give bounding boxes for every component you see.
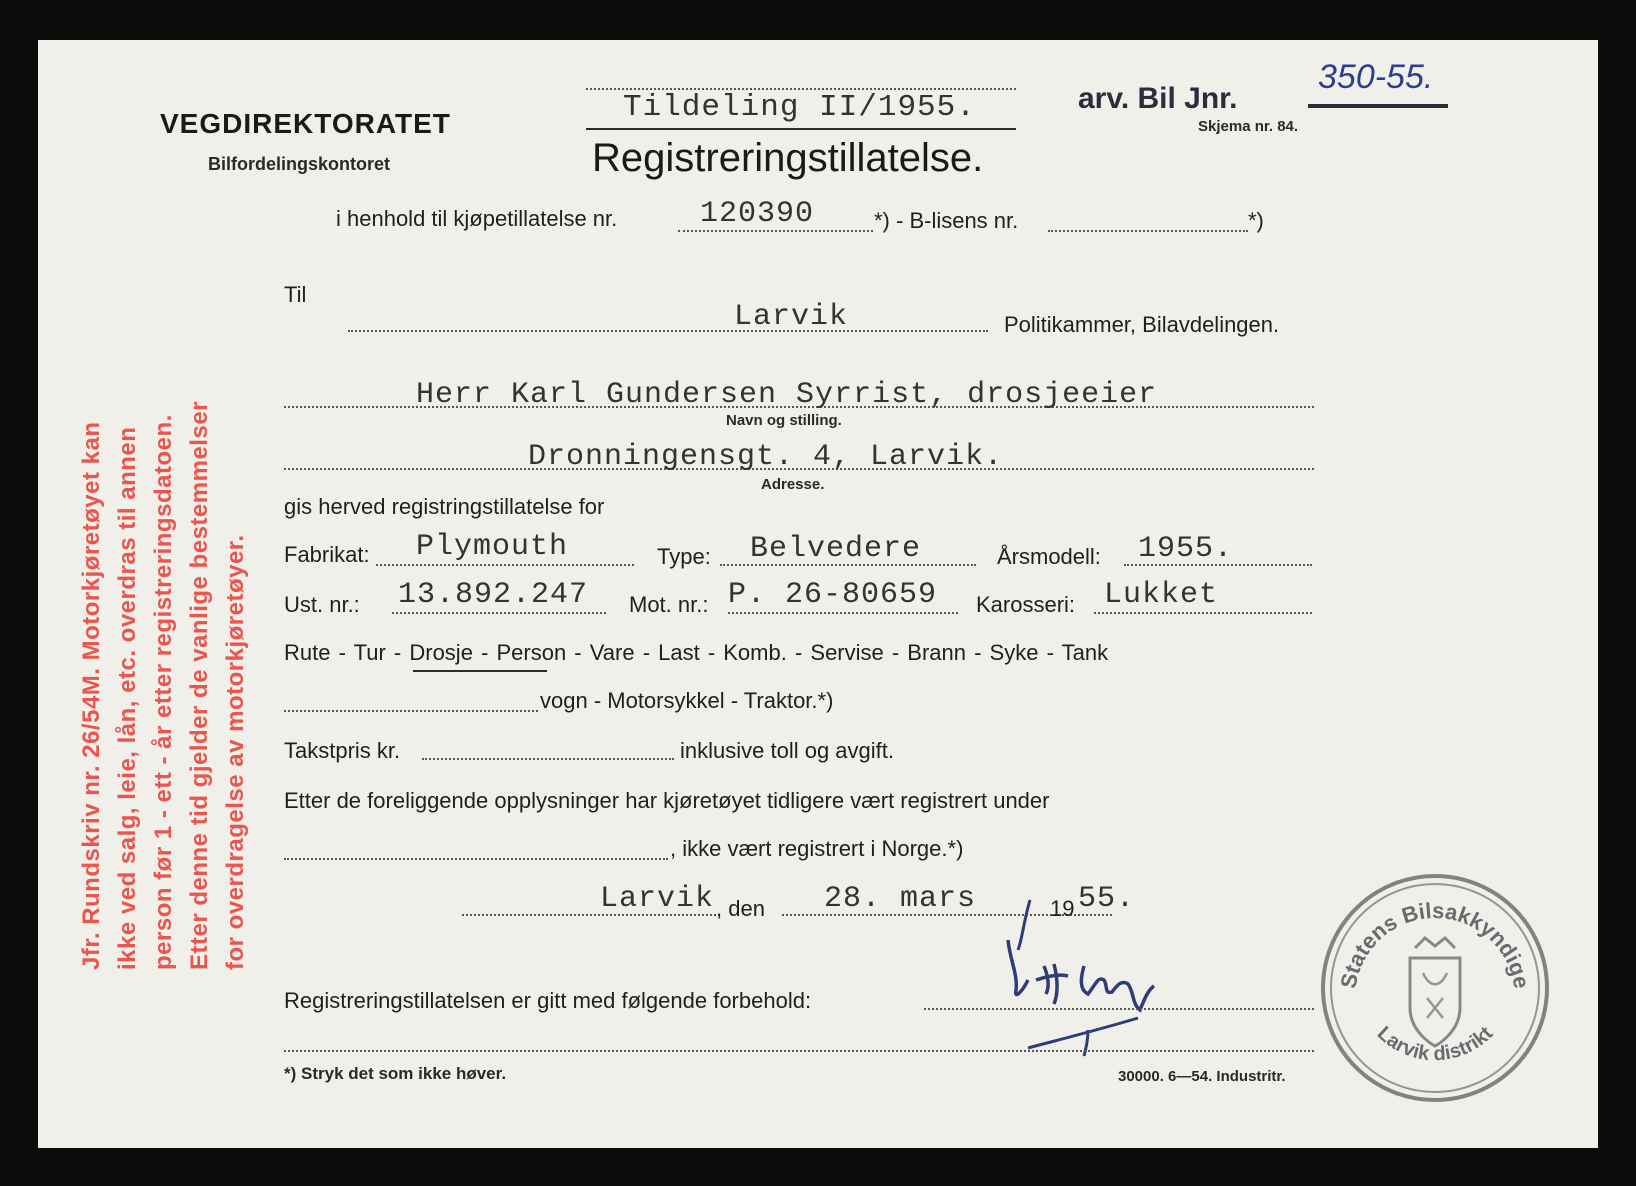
sign-year[interactable]: 55. xyxy=(1078,882,1136,916)
form-number: Skjema nr. 84. xyxy=(1198,118,1299,135)
permit-prefix: i henhold til kjøpetillatelse nr. xyxy=(336,206,618,231)
vehicle-make[interactable]: Plymouth xyxy=(416,530,569,564)
body-label: Karosseri: xyxy=(976,592,1076,617)
address-caption: Adresse. xyxy=(761,476,825,493)
vehicle-type[interactable]: Belvedere xyxy=(750,532,922,566)
reservation-label: Registreringstillatelsen er gitt med følgende forbehold: xyxy=(284,988,812,1013)
price-line[interactable] xyxy=(422,758,674,760)
document-page xyxy=(38,40,1598,1148)
journal-stamp: arv. Bil Jnr. xyxy=(1078,82,1238,115)
city-line xyxy=(348,330,988,332)
history-registration-line[interactable] xyxy=(284,858,668,860)
chassis-number[interactable]: 13.892.247 xyxy=(398,578,589,612)
to-label: Til xyxy=(284,282,307,307)
handwritten-signature xyxy=(988,880,1188,1060)
vehicle-categories: Rute - Tur - Drosje - Person - Vare - Last - Komb. - Servise - Brann - Syke - Tank xyxy=(284,640,1109,665)
reservation-line-1[interactable] xyxy=(924,1008,1314,1010)
name-caption: Navn og stilling. xyxy=(726,412,842,429)
document-title: Registreringstillatelse. xyxy=(592,136,984,180)
sign-year-prefix: 19 xyxy=(1050,896,1075,921)
allocation-text: Tildeling II/1955. xyxy=(623,90,976,125)
side-note-line-2: ikke ved salg, leie, lån, etc. overdras til annen xyxy=(114,426,141,970)
body-type[interactable]: Lukket xyxy=(1104,578,1219,612)
office-name: Bilfordelingskontoret xyxy=(208,154,391,174)
footer-note: *) Stryk det som ikke høver. xyxy=(284,1064,507,1083)
allocation-underline xyxy=(586,128,1016,130)
type-label: Type: xyxy=(657,544,711,569)
sign-place[interactable]: Larvik xyxy=(600,882,715,916)
price-suffix: inklusive toll og avgift. xyxy=(680,738,894,763)
sign-date[interactable]: 28. mars xyxy=(824,882,977,916)
side-note-line-1: Jfr. Rundskriv nr. 26/54M. Motorkjøretøyet kan xyxy=(78,421,105,970)
police-office: Politikammer, Bilavdelingen. xyxy=(1004,312,1280,337)
engine-label: Mot. nr.: xyxy=(629,592,709,617)
stamp-top-text: Statens Bilsakkyndige xyxy=(1335,897,1535,991)
police-city[interactable]: Larvik xyxy=(734,300,849,334)
stamp-bottom-text: Larvik distrikt xyxy=(1372,1022,1498,1066)
sign-den: , den xyxy=(716,896,765,921)
purchase-number[interactable]: 120390 xyxy=(700,197,815,231)
svg-text:Larvik distrikt xyxy=(1373,1022,1497,1065)
official-round-stamp xyxy=(1315,868,1555,1108)
side-note-line-4: Etter denne tid gjelder de vanlige bestemmelser xyxy=(186,400,213,970)
vehicle-year[interactable]: 1955. xyxy=(1138,532,1234,566)
agency-name: VEGDIREKTORATET xyxy=(160,108,451,139)
owner-name[interactable]: Herr Karl Gundersen Syrrist, drosjeeier xyxy=(416,378,1158,412)
b-license-line[interactable] xyxy=(1048,230,1248,232)
chassis-line xyxy=(392,612,606,614)
side-note-line-5: for overdragelse av motorkjøretøyer. xyxy=(222,534,249,970)
grant-text: gis herved registringstillatelse for xyxy=(284,494,605,519)
print-info: 30000. 6—54. Industritr. xyxy=(1118,1068,1286,1085)
reservation-line-2[interactable] xyxy=(284,1050,1314,1052)
engine-number[interactable]: P. 26-80659 xyxy=(728,578,938,612)
make-line xyxy=(376,564,634,566)
journal-underline xyxy=(1308,104,1448,108)
body-line xyxy=(1094,612,1312,614)
make-label: Fabrikat: xyxy=(284,542,370,567)
category-extra-line xyxy=(284,710,538,712)
owner-address[interactable]: Dronningensgt. 4, Larvik. xyxy=(528,440,1004,474)
vehicle-categories-2: vogn - Motorsykkel - Traktor.*) xyxy=(540,688,834,713)
history-line-2: , ikke vært registrert i Norge.*) xyxy=(670,836,964,861)
engine-line xyxy=(728,612,958,614)
side-note-line-3: person før 1 - ett - år etter registreringsdatoen. xyxy=(150,414,177,970)
history-line-1: Etter de foreliggende opplysninger har kjøretøyet tidligere vært registrert under xyxy=(284,788,1050,813)
year-label: Årsmodell: xyxy=(997,544,1101,569)
price-label: Takstpris kr. xyxy=(284,738,401,763)
journal-number: 350-55. xyxy=(1318,58,1434,96)
drosje-underline xyxy=(413,670,547,672)
chassis-label: Ust. nr.: xyxy=(284,592,360,617)
permit-end: *) xyxy=(1248,208,1264,233)
permit-mid: *) - B-lisens nr. xyxy=(874,208,1019,233)
